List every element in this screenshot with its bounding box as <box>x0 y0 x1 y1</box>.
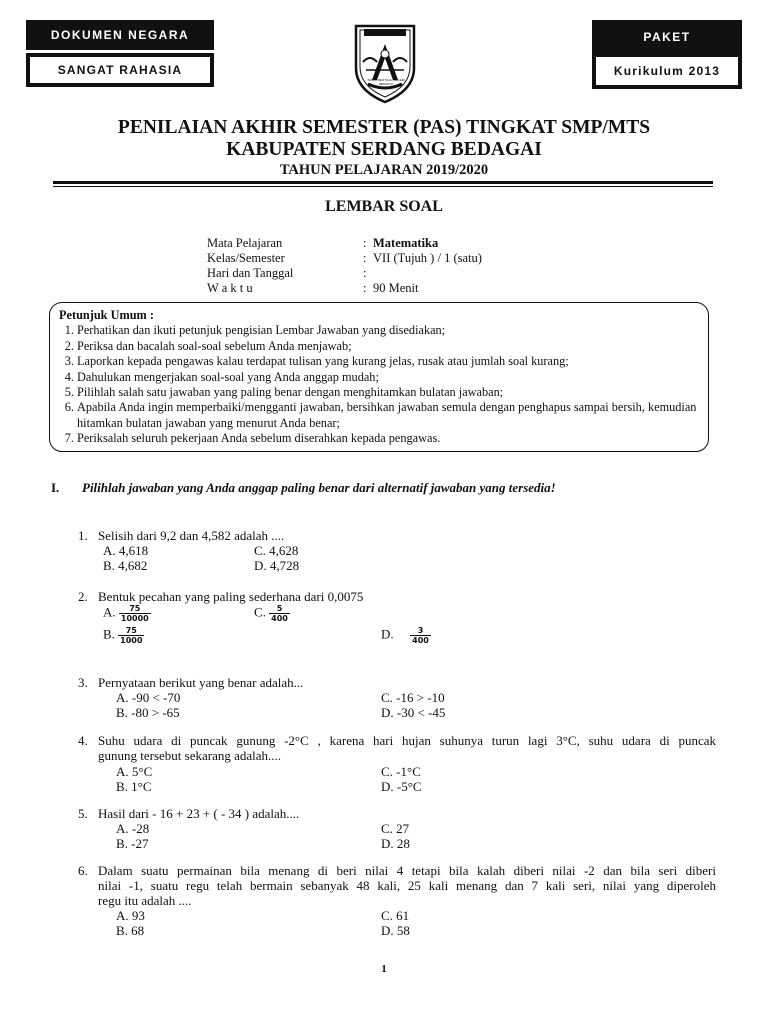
instruction-item: 6. Apabila Anda ingin memperbaiki/mengganti jawaban, bersihkan jawaban semula dengan penghapus sampai bersih, kemudian hitamkan bulatan jawaban yang menurut Anda benar; <box>77 400 699 431</box>
meta-row: Hari dan Tanggal : <box>207 266 367 280</box>
fraction-numerator: 75 <box>125 626 137 635</box>
logo-top-text: SERDANG BEDAGAI <box>363 20 409 25</box>
instructions-title: Petunjuk Umum : <box>59 308 154 322</box>
option-d[interactable] <box>381 626 431 645</box>
option-label: B. <box>103 626 115 642</box>
option-a[interactable]: A. -28 <box>116 821 150 836</box>
meta-row: Kelas/Semester : VII (Tujuh ) / 1 (satu) <box>207 251 482 265</box>
question-3 <box>0 675 768 723</box>
option-c[interactable]: C. -16 > -10 <box>381 690 445 705</box>
question-number: 4. <box>78 733 88 748</box>
question-4 <box>0 733 768 797</box>
sangat-rahasia-label: SANGAT RAHASIA <box>57 63 183 77</box>
option-d[interactable]: D. -30 < -45 <box>381 705 446 720</box>
option-c[interactable]: C. 27 <box>381 821 410 836</box>
option-label: A. <box>103 604 116 620</box>
option-a[interactable]: A. -90 < -70 <box>116 690 181 705</box>
option-b[interactable]: B. -27 <box>116 836 149 851</box>
option-a[interactable]: A. 4,618 <box>103 543 149 558</box>
fraction <box>269 604 290 623</box>
page-number: 1 <box>381 963 387 975</box>
section-instruction: Pilihlah jawaban yang Anda anggap paling benar dari alternatif jawaban yang tersedia! <box>82 480 556 495</box>
question-number: 1. <box>78 528 88 543</box>
option-a[interactable]: A. 93 <box>116 908 145 923</box>
question-text: nilai -1, suatu regu telah bermain sebanyak 48 kali, 25 kali menang dan 7 kali seri, nilai yang diperoleh <box>98 878 716 893</box>
question-text: Suhu udara di puncak gunung -2°C , karena hari hujan suhunya turun lagi 3°C, suhu udara di puncak <box>98 733 716 748</box>
fraction <box>119 604 151 623</box>
option-b[interactable]: B. 68 <box>116 923 145 938</box>
fraction-denominator: 10000 <box>120 614 149 623</box>
meta-value: 90 Menit <box>373 281 419 295</box>
meta-key: Mata Pelajaran <box>207 236 283 250</box>
title-rule-thick <box>53 181 713 184</box>
fraction-denominator: 1000 <box>120 636 143 645</box>
meta-key: Hari dan Tanggal <box>207 266 294 280</box>
fraction-numerator: 3 <box>417 626 424 635</box>
question-1 <box>0 528 768 576</box>
option-c[interactable]: C. 61 <box>381 908 410 923</box>
question-text: Hasil dari - 16 + 23 + ( - 34 ) adalah.... <box>98 806 300 821</box>
question-text: gunung tersebut sekarang adalah.... <box>98 748 282 763</box>
option-c[interactable]: C. -1°C <box>381 764 421 779</box>
option-b[interactable] <box>103 626 144 645</box>
title-rule-thin <box>53 186 713 187</box>
option-b[interactable]: B. 1°C <box>116 779 152 794</box>
instruction-item: 2. Periksa dan bacalah soal-soal sebelum Anda menjawab; <box>77 339 699 354</box>
option-c[interactable]: C. 4,628 <box>254 543 299 558</box>
question-5 <box>0 806 768 854</box>
fraction-denominator: 400 <box>412 636 429 645</box>
district-title: KABUPATEN SERDANG BEDAGAI <box>226 139 542 160</box>
question-number: 2. <box>78 589 88 604</box>
option-d[interactable]: D. -5°C <box>381 779 422 794</box>
fraction-numerator: 75 <box>129 604 141 613</box>
question-text: regu itu adalah .... <box>98 893 192 908</box>
meta-key: W a k t u <box>207 281 253 295</box>
option-d[interactable]: D. 58 <box>381 923 410 938</box>
question-number: 5. <box>78 806 88 821</box>
instruction-item: 5. Pilihlah salah satu jawaban yang paling benar dengan menghitamkan bulatan jawaban; <box>77 385 699 400</box>
option-d[interactable]: D. 28 <box>381 836 410 851</box>
option-label: C. <box>254 604 266 620</box>
sangat-rahasia-box <box>26 53 214 87</box>
question-number: 6. <box>78 863 88 878</box>
instruction-item: 1. Perhatikan dan ikuti petunjuk pengisian Lembar Jawaban yang disediakan; <box>77 323 699 338</box>
option-c[interactable] <box>254 604 290 623</box>
meta-key: Kelas/Semester <box>207 251 285 265</box>
dokumen-negara-label: DOKUMEN NEGARA <box>50 28 190 42</box>
meta-value: Matematika <box>373 236 439 250</box>
question-2 <box>0 589 768 653</box>
question-text: Bentuk pecahan yang paling sederhana dari 0,0075 <box>98 589 364 604</box>
question-6 <box>0 863 768 943</box>
fraction <box>410 626 431 645</box>
meta-row: Mata Pelajaran : Matematika <box>207 236 439 250</box>
option-a[interactable]: A. 5°C <box>116 764 153 779</box>
question-number: 3. <box>78 675 88 690</box>
serdang-bedagai-logo-icon <box>350 18 420 104</box>
fraction-denominator: 400 <box>271 614 288 623</box>
option-d[interactable]: D. 4,728 <box>254 558 300 573</box>
question-text: Selisih dari 9,2 dan 4,582 adalah .... <box>98 528 285 543</box>
meta-value: VII (Tujuh ) / 1 (satu) <box>373 251 482 265</box>
kurikulum-box <box>592 53 742 89</box>
instruction-item: 3. Laporkan kepada pengawas kalau terdapat tulisan yang kurang jelas, rusak atau jumlah soal kurang; <box>77 354 699 369</box>
meta-row: W a k t u : 90 Menit <box>207 281 419 295</box>
section-number: I. <box>51 480 60 495</box>
sheet-title: LEMBAR SOAL <box>325 198 443 215</box>
dokumen-negara-box <box>26 20 214 50</box>
fraction <box>118 626 144 645</box>
exam-meta <box>207 236 482 296</box>
fraction-numerator: 5 <box>276 604 283 613</box>
option-label: D. <box>381 626 394 642</box>
question-text: Dalam suatu permainan bila menang di beri nilai 4 tetapi bila kalah diberi nilai -2 dan bila seri diberi <box>98 863 716 878</box>
option-a[interactable] <box>103 604 151 623</box>
academic-year: TAHUN PELAJARAN 2019/2020 <box>279 162 489 178</box>
option-b[interactable]: B. 4,682 <box>103 558 148 573</box>
instruction-item: 4. Dahulukan mengerjakan soal-soal yang Anda anggap mudah; <box>77 370 699 385</box>
instructions-list <box>59 323 699 446</box>
paket-label: PAKET <box>643 29 691 44</box>
kurikulum-label: Kurikulum 2013 <box>613 64 721 78</box>
question-text: Pernyataan berikut yang benar adalah... <box>98 675 304 690</box>
instructions-box <box>49 302 709 452</box>
exam-title: PENILAIAN AKHIR SEMESTER (PAS) TINGKAT SMP/MTS <box>117 117 651 138</box>
option-b[interactable]: B. -80 > -65 <box>116 705 180 720</box>
logo-bottom-text: TANAH BERTUAH NEGERI BERADAT <box>367 78 405 86</box>
instruction-item: 7. Periksalah seluruh pekerjaan Anda sebelum diserahkan kepada pengawas. <box>77 431 699 446</box>
paket-box <box>592 20 742 53</box>
